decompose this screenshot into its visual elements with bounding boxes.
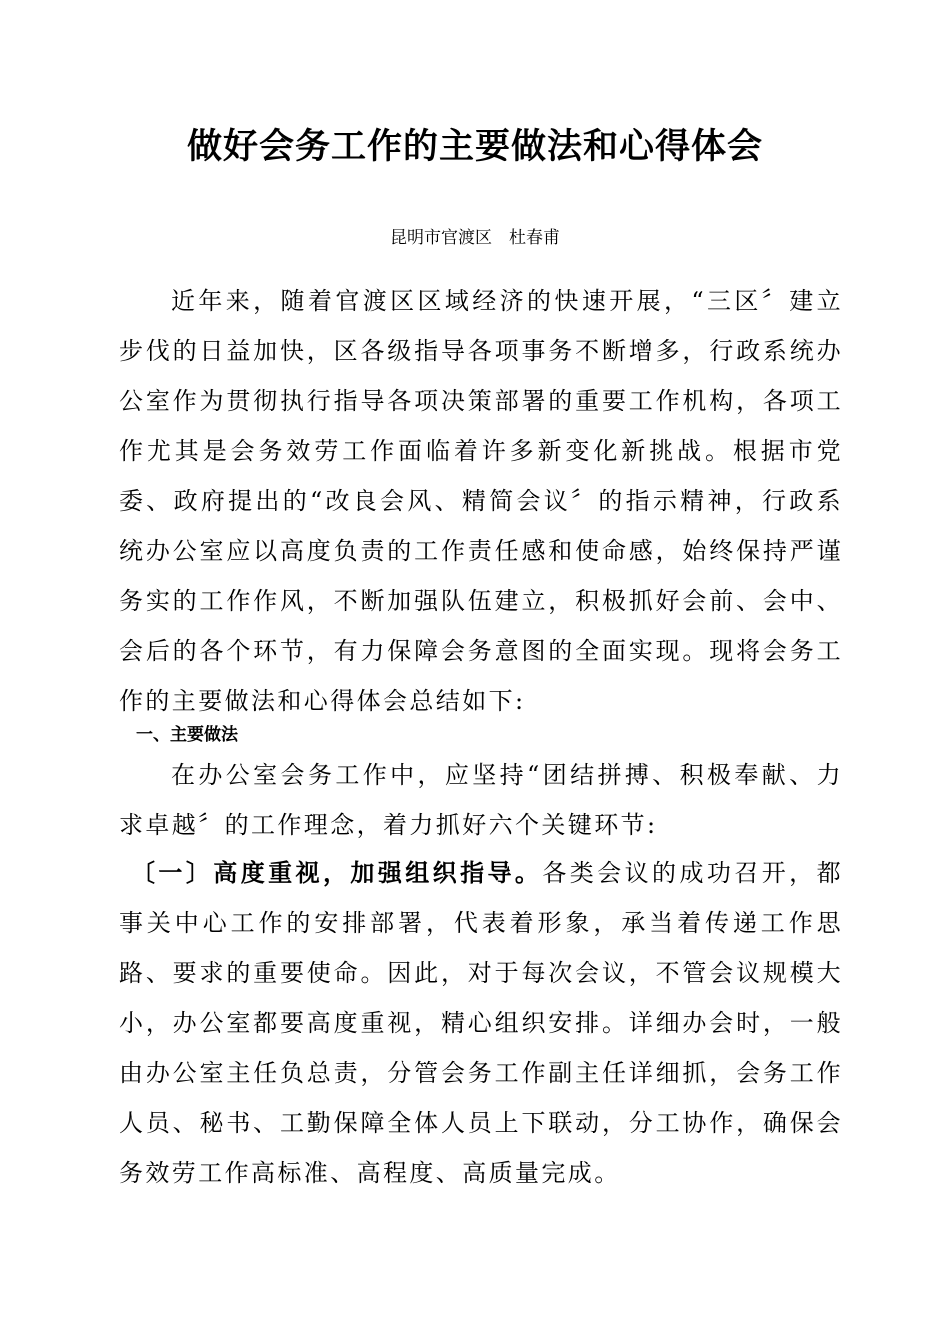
section-intro-paragraph: 在办公室会务工作中，应坚持“团结拼搏、积极奉献、力求卓越〞的工作理念，着力抓好六个关键环节: [119, 761, 843, 839]
intro-paragraph: 近年来，随着官渡区区域经济的快速开展，“三区〞建立步伐的日益加快，区各级指导各项事务不断增多，行政系统办公室作为贯彻执行指导各项决策部署的重要工作机构，各项工作尤其是会务效劳工作面临着许多新变化新挑战。根据市党委、政府提出的“改良会风、精简会议〞的指示精神，行政系统办公室应以高度负责的工作责任感和使命感，始终保持严谨务实的工作作风，不断加强队伍建立，积极抓好会前、会中、会后的各个环节，有力保障会务意图的全面实现。现将会务工作的主要做法和心得体会总结如下: [119, 287, 843, 715]
author-line: 昆明市官渡区 杜春甫 [390, 228, 560, 248]
document-title: 做好会务工作的主要做法和心得体会 [186, 126, 763, 167]
section-heading: 一、主要做法 [136, 725, 238, 745]
item-body-text: 各类会议的成功召开，都事关中心工作的安排部署，代表着形象，承当着传递工作思路、要求的重要使命。因此，对于每次会议，不管会议规模大小，办公室都要高度重视，精心组织安排。详细办会时，一般由办公室主任负总责，分管会务工作副主任详细抓，会务工作人员、秘书、工勤保障全体人员上下联动，分工协作，确保会务效劳工作高标准、高程度、高质量完成。 [119, 859, 843, 1187]
item-lead-heading: 〔一〕高度重视，加强组织指导。 [131, 858, 543, 887]
item-paragraph [119, 848, 843, 1198]
